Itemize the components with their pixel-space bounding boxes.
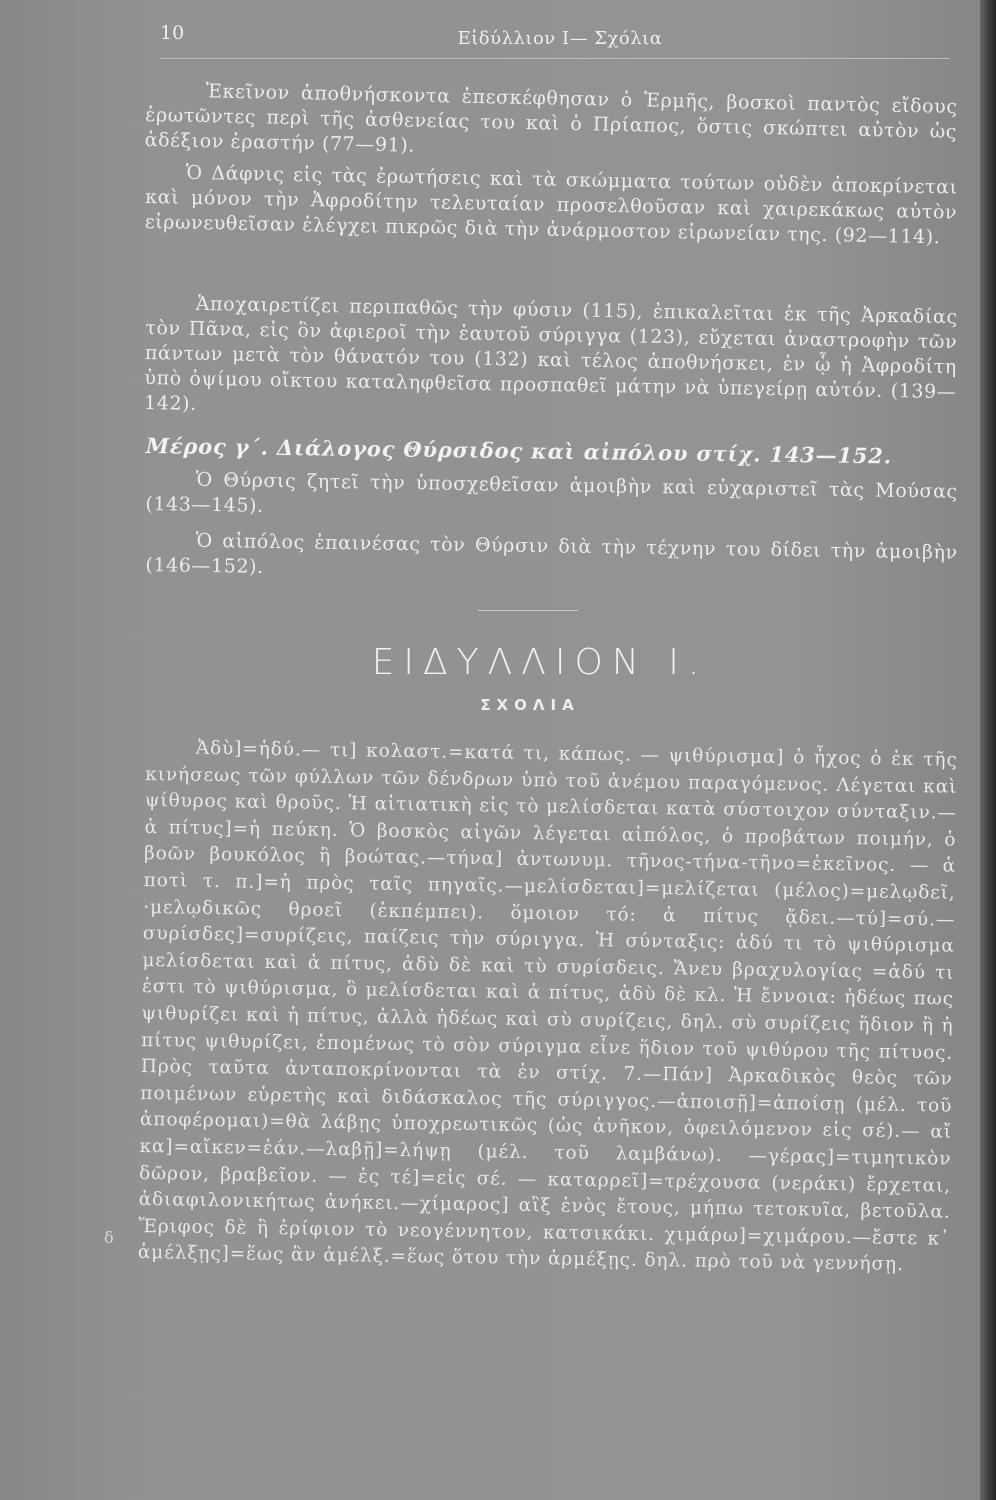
summary-paragraph-1: Ἐκεῖνον ἀποθνήσκοντα ἐπεσκέφθησαν ὁ Ἑρμῆς, βοσκοὶ παντὸς εἴδους ἐρωτῶντες περὶ τῆς ἀσθενείας του καὶ ὁ Πρίαπος, ὅστις σκώπτει αὐτὸν ὡς ἀδέξιον ἐραστήν (77—91). [144, 80, 958, 157]
page-edge-shadow [980, 0, 996, 1500]
summary-paragraph-3: Ἀποχαιρετίζει περιπαθῶς τὴν φύσιν (115), ἐπικαλεῖται ἐκ τῆς Ἀρκαδίας τὸν Πᾶνα, εἰς ὃν ἀφιεροῖ τὴν ἑαυτοῦ σύριγγα (123), εὔχεται ἀναστροφὴν τῶν πάντων μετὰ τὸν θάνατόν του (132) καὶ τέλος ἀποθνήσκει, ἐν ᾧ ἡ Ἀφροδίτη ὑπὸ ὀψίμου οἴκτου καταληφθεῖσα προσπαθεῖ μάτην νὰ ὑπεγείρῃ αὐτόν. (139—142). [143, 292, 958, 415]
dialog-paragraph-1: Ὁ Θύρσις ζητεῖ τὴν ὑποσχεθεῖσαν ἀμοιβὴν καὶ εὐχαριστεῖ τὰς Μούσας (143—145). [145, 468, 958, 517]
idyll-heading: ΕΙΔΥΛΛΙΟΝ Ι. [371, 642, 709, 683]
scholia-text: Ἀδὺ]=ἡδύ.— τι] κολαστ.=κατά τι, κάπως. — ψιθύρισμα] ὁ ἦχος ὁ ἐκ τῆς κινήσεως τῶν φύλλων τῶν δένδρων ὑπὸ τοῦ ἀνέμου παραγόμενος. Λέγεται καὶ ψίθυρος καὶ θροῦς. Ἡ αἰτιατικὴ εἰς τὸ μελίσδεται κατὰ σύστοιχον σύνταξιν.—ἁ πίτυς]=ἡ πεύκη. Ὁ βοσκὸς αἰγῶν λέγεται αἰπόλος, ὁ προβάτων ποιμήν, ὁ βοῶν βουκόλος ἢ βοώτας.—τήνα] ἀντωνυμ. τῆνος-τήνα-τῆνο=ἐκεῖνος. — ἁ ποτὶ τ. π.]=ἡ πρὸς ταῖς πηγαῖς.—μελίσδεται]=μελίζεται (μέλος)=μελῳδεῖ, ·μελῳδικῶς θροεῖ (ἐκπέμπει). ὅμοιον τό: ἁ πίτυς ᾄδει.—τύ]=σύ.—συρίσδες]=συρίζεις, παίζεις τὴν σύριγγα. Ἡ σύνταξις: ἁδύ τι τὸ ψιθύρισμα μελίσδεται καὶ ἁ πίτυς, ἁδὺ δὲ καὶ τὺ συρίσδεις. Ἄνευ βραχυλογίας =ἁδύ τι ἐστι τὸ ψιθύρισμα, ὃ μελίσδεται καὶ ἁ πίτυς, ἁδὺ δὲ κλ. Ἡ ἔννοια: ἡδέως πως ψιθυρίζει καὶ ἡ πίτυς, ἀλλὰ ἡδέως καὶ σὺ συρίζεις, δηλ. σὺ συρίζεις ἥδιον ἢ ἡ πίτυς ψιθυρίζει, ἑπομένως τὸ σὸν σύριγμα εἶνε ἥδιον τοῦ ψιθύρου τῆς πίτυος. Πρὸς ταῦτα ἀνταποκρίνονται τὰ ἐν στίχ. 7.—Πάν] Ἀρκαδικὸς θεὸς τῶν ποιμένων εὑρετὴς καὶ διδάσκαλος τῆς σύριγγος.—ἀποισῇ]=ἀποίσῃ (μέλ. τοῦ ἀποφέρομαι)=θὰ λάβῃς ὑποχρεωτικῶς (ὡς ἀνῆκον, ὀφειλόμενον εἰς σέ).— αἴ κα]=αἴκεν=ἐάν.—λαβῇ]=λήψῃ (μέλ. τοῦ λαμβάνω). —γέρας]=τιμητικὸν δῶρον, βραβεῖον. — ἐς τέ]=εἰς σέ. — καταρρεῖ]=τρέχουσα (νεράκι) ἔρχεται, ἀδιαφιλονικήτως ἀνήκει.—χίμαρος] αἲξ ἑνὸς ἔτους, μήπω τετοκυῖα, βετοῦλα. Ἔριφος δὲ ἢ ἐρίφιον τὸ νεογέννητον, κατσικάκι. χιμάρω]=χιμάρου.—ἔστε κ᾽ ἀμέλξῃς]=ἕως ἂν ἀμέλξ.=ἕως ὅτου τὴν ἀρμέξῃς. δηλ. πρὸ τοῦ νὰ γεννήσῃ. [137, 737, 958, 1276]
summary-paragraph-2: Ὁ Δάφνις εἰς τὰς ἐρωτήσεις καὶ τὰ σκώμματα τούτων οὐδὲν ἀποκρίνεται καὶ μόνον τὴν Ἀφροδίτην τελευταίαν προσελθοῦσαν καὶ χαιρεκάκως αὐτὸν εἰρωνευθεῖσαν ἐλέγχει πικρῶς διὰ τὴν ἀνάρμοστον εἰρωνείαν της. (92—114). [144, 161, 958, 249]
margin-mark: δ [104, 1228, 114, 1247]
running-head [160, 22, 950, 59]
dialog-paragraph-2: Ὁ αἰπόλος ἐπαινέσας τὸν Θύρσιν διὰ τὴν τέχνην του δίδει τὴν ἀμοιβὴν (146—152). [145, 529, 958, 578]
running-title: Εἰδύλλιον Ι— Σχόλια [457, 28, 663, 49]
section-heading: Μέρος γ΄. Διάλογος Θύρσιδος καὶ αἰπόλου στίχ. 143—152. [145, 432, 892, 469]
page-number: 10 [160, 22, 185, 44]
scholia-heading: ΣΧΟΛΙΑ [480, 696, 580, 714]
section-divider [478, 610, 578, 611]
